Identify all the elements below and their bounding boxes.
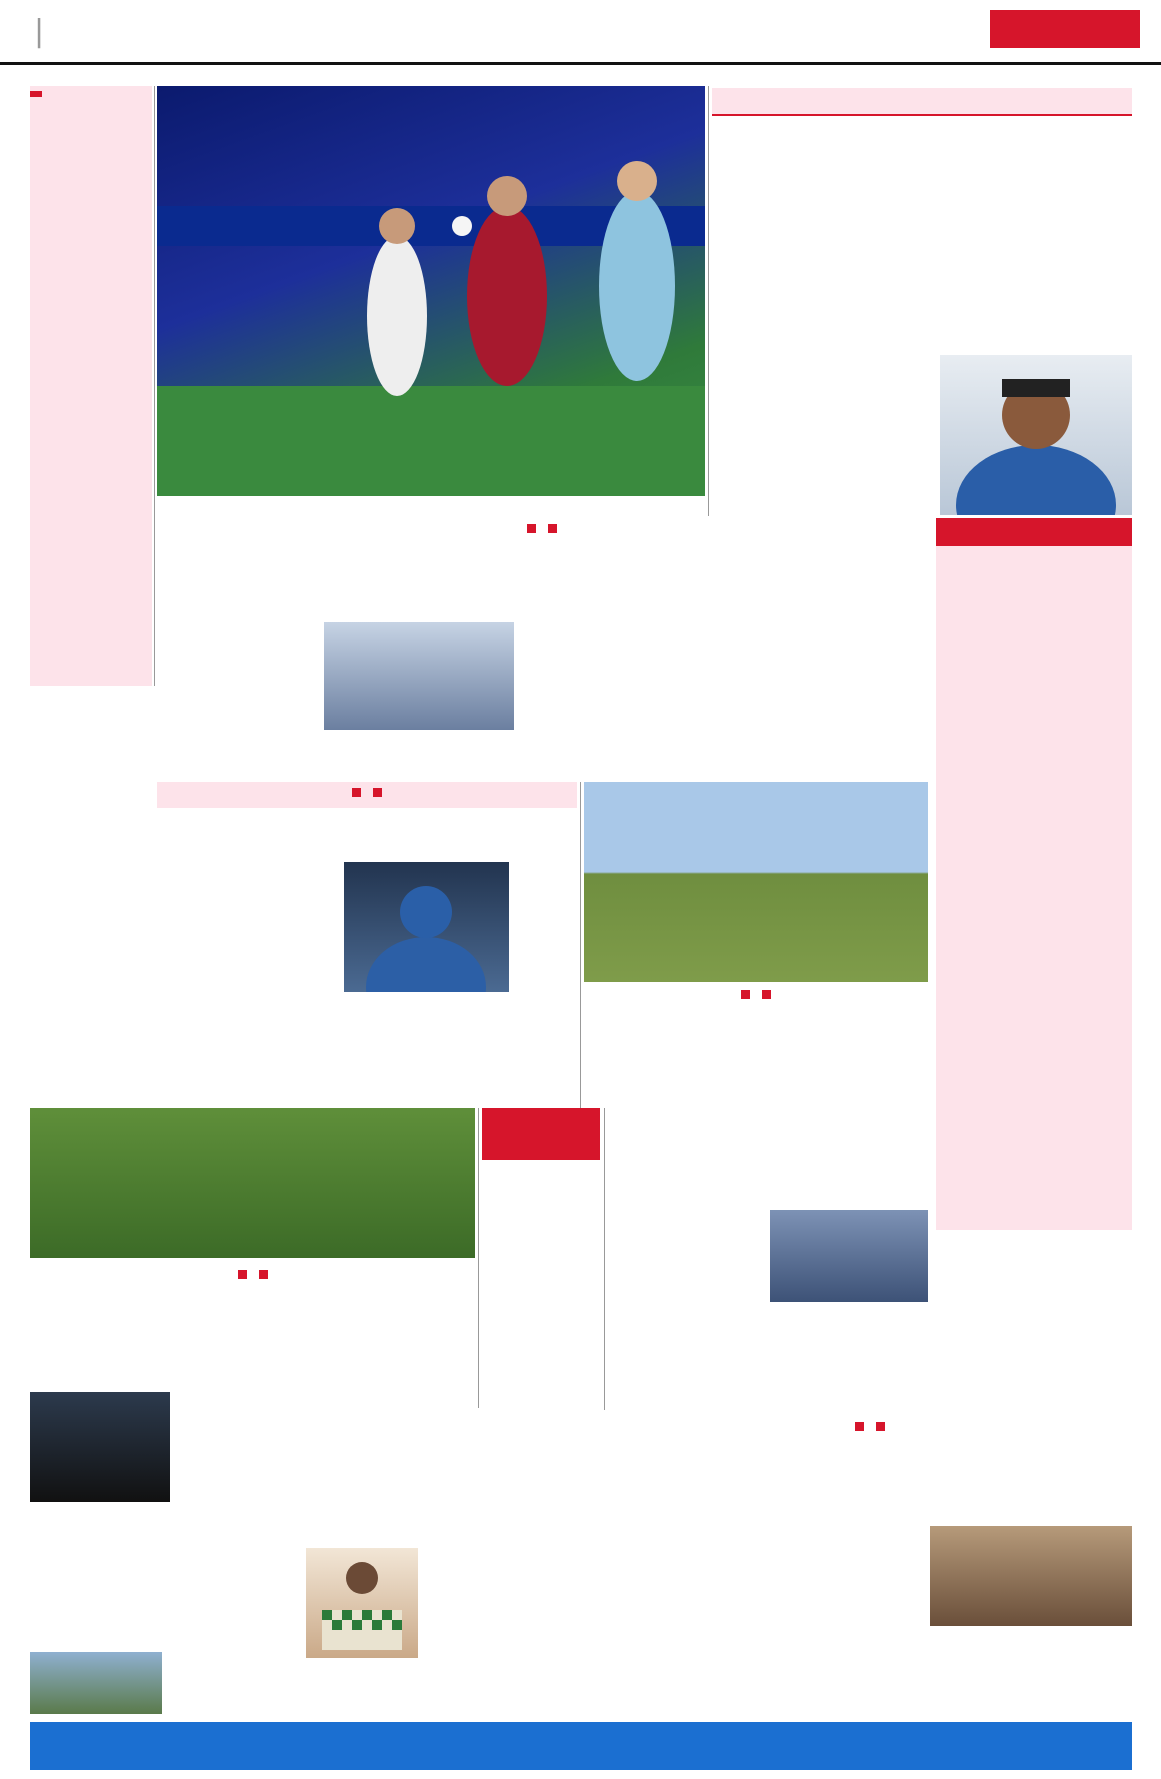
tinsukia-photo (30, 1652, 162, 1714)
rohit-body-col-3 (344, 998, 509, 1108)
judo-photo-label (417, 726, 421, 730)
probah-body (940, 550, 1128, 720)
issue-date (806, 24, 986, 44)
bumrah-body-col-2 (926, 208, 1132, 358)
football-photo-label (165, 94, 365, 110)
najira-photo (770, 1210, 928, 1302)
cm-photo-label (1029, 1622, 1033, 1626)
gyanith-body (482, 1166, 600, 1404)
rohit-kicker-bar (157, 782, 577, 808)
judo-body-col-1 (157, 622, 317, 772)
bumrah-title (712, 120, 1132, 202)
barbil-body (940, 754, 1128, 872)
left-story-body (30, 109, 152, 117)
rohit-photo (344, 862, 509, 992)
rohit-body-col-1 (157, 862, 337, 1102)
africa-body-col-3 (332, 1332, 475, 1502)
cm-title (608, 1440, 1132, 1522)
deragaon-body (940, 906, 1128, 994)
left-story-tag (30, 91, 42, 97)
africa-body-col-2 (176, 1332, 326, 1502)
section-title (480, 12, 680, 52)
gyanith-tag (482, 1108, 600, 1160)
nz-photo-label (251, 1254, 255, 1258)
najira-body-col-1 (608, 1210, 764, 1410)
africa-kicker-row (30, 1264, 475, 1286)
futsal-photo-label (754, 978, 758, 982)
williamson-photo (30, 1392, 170, 1502)
bumrah-kicker (712, 88, 1132, 116)
newspaper-logo (990, 10, 1140, 48)
borpathar-title (940, 998, 1128, 1024)
judo-body-col-3 (728, 622, 928, 772)
fide-title (306, 1508, 576, 1542)
najira-body-col-2 (770, 1306, 928, 1410)
rohit-title (157, 812, 577, 856)
tinsukia-body-col-1 (30, 1580, 162, 1650)
judo-kicker-row (157, 518, 927, 546)
chess-photo-label (360, 1654, 364, 1658)
probah-title (936, 518, 1132, 546)
tinsukia-body-col-2 (168, 1580, 300, 1714)
bumrah-body-col-1 (712, 208, 918, 414)
cm-photo (930, 1526, 1132, 1626)
bumrah-photo (940, 355, 1132, 515)
barbil-title (940, 726, 1128, 752)
rohit-photo-label (425, 988, 429, 992)
futsal-title (584, 1006, 928, 1042)
page-header (0, 0, 1161, 62)
judo-body-col-2 (520, 622, 720, 772)
nz-team-photo (30, 1108, 475, 1258)
africa-title (30, 1288, 475, 1326)
football-photo-caption (157, 498, 705, 516)
futsal-photo (584, 782, 928, 982)
najira-title (608, 1172, 928, 1206)
williamson-photo-label (98, 1498, 102, 1502)
page-number: | (34, 14, 45, 49)
bumrah-photo-label (944, 495, 1128, 511)
left-story (30, 86, 152, 686)
judo-title (157, 548, 927, 612)
borpathar-body (940, 1026, 1128, 1226)
kamrup-banner (30, 1722, 1132, 1770)
futsal-body-col-2 (760, 1048, 928, 1168)
fide-body (424, 1548, 576, 1714)
africa-body-col-1 (30, 1332, 170, 1392)
najira-photo-label (847, 1298, 851, 1302)
cm-body-col-2 (756, 1526, 924, 1716)
tinsukia-title (30, 1508, 300, 1574)
tinsukia-photo-label (94, 1710, 98, 1714)
cm-body-col-1 (582, 1526, 750, 1716)
deragaon-title (940, 878, 1128, 904)
football-photo (157, 86, 705, 496)
futsal-kicker-row (584, 984, 928, 1006)
cm-body-col-3 (930, 1630, 1132, 1716)
cm-kicker-row (608, 1416, 1132, 1438)
futsal-body-col-1 (584, 1048, 752, 1168)
judo-photo (324, 622, 514, 730)
chess-photo (306, 1548, 418, 1658)
